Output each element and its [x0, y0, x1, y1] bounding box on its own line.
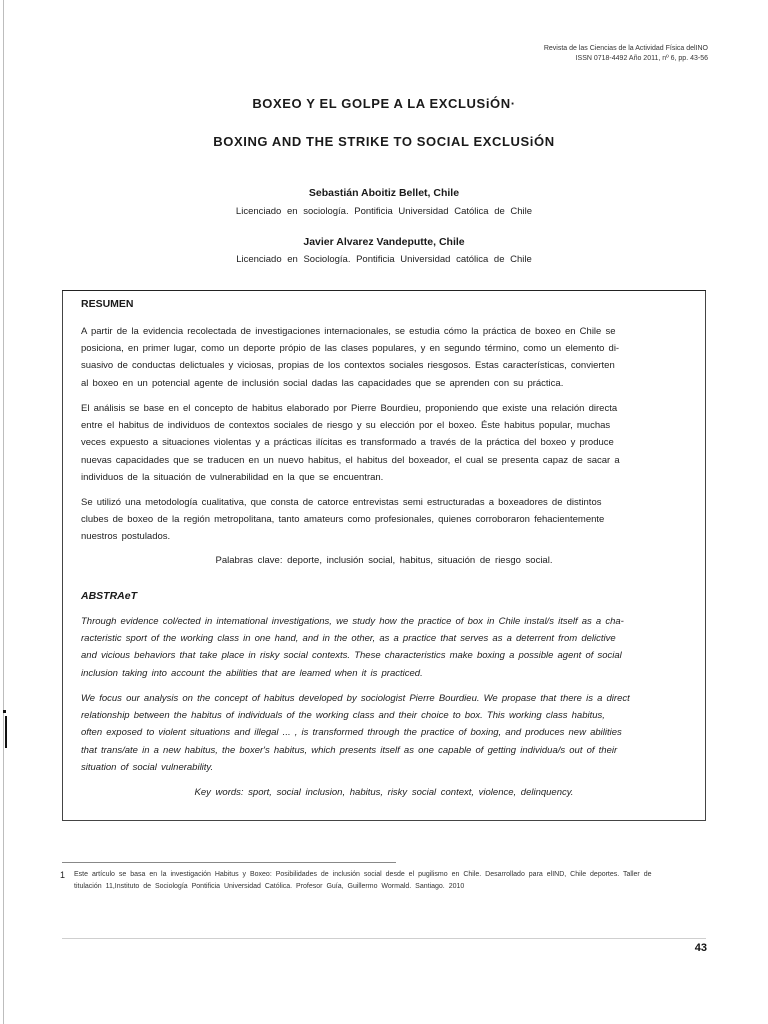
text-line: Se utilizó una metodología cualitativa, que consta de catorce entrevistas semi estructuradas a boxeadores de distintos: [81, 497, 602, 508]
text-line: suasivo de conductas delictuales y viciosas, propias de los contextos sociales riesgosos. Estas características, convierten: [81, 360, 615, 372]
running-header: [544, 44, 708, 64]
author-affiliation: Licenciado en sociología. Pontificia Universidad Católica de Chile: [235, 206, 533, 217]
text-line: Through evidence col/ected in intemational investigations, we study how the practice of box in Chile instal/s itself as a cha-: [81, 616, 624, 627]
text-line: inclusion taking into account the abilities that are leamed when it is practiced.: [81, 667, 423, 679]
text-line: nuestros postulados.: [81, 531, 171, 543]
bottom-rule: [62, 938, 706, 939]
abstract-box-border: [62, 290, 706, 291]
footnote-rule: [62, 862, 396, 863]
footnote-line: titulación 11,Instituto de Sociología Pontificia Universidad Católica. Profesor Guía, Guillermo Wormald. Santiago. 2010: [74, 883, 465, 890]
text-line: nuevas capacidades que se traducen en un nuevo habitus, el habitus del boxeador, el cual se presenta capaz de sacar a: [81, 454, 620, 466]
scan-edge-line: [3, 0, 4, 1024]
resumen-paragraph: [81, 400, 691, 486]
text-line: racteristic sport of the working class in one hand, and in the other, as a practice that serves as a deterrent from delictive: [81, 633, 616, 645]
issn-line: ISSN 0718-4492 Año 2011, nº 6, pp. 43-56: [575, 55, 708, 62]
resumen-keywords: Palabras clave: deporte, inclusión social, habitus, situación de riesgo social.: [215, 555, 553, 566]
footnote-number: 1: [60, 870, 66, 880]
text-line: El análisis se base en el concepto de habitus elaborado por Pierre Bourdieu, proponiendo que existe una relación directa: [81, 403, 618, 414]
author-affiliation: Licenciado en Sociología. Pontificia Universidad católica de Chile: [236, 254, 532, 265]
text-line: that trans/ate in a new habitus, the boxer's habitus, which presents itself as one capable of getting individua/s out of their: [81, 744, 618, 756]
resumen-paragraph: [81, 494, 691, 546]
text-line: situation of social vulnerability.: [81, 761, 214, 773]
text-line: and vicious behaviors that take place in risky social contexts. These characteristics make boxing a possible agent of social: [81, 650, 622, 662]
author-name: Sebastián Aboitiz Bellet, Chile: [308, 187, 460, 199]
text-line: posiciona, en primer lugar, como un deporte própio de las clases populares, y en segundo término, como un elemento di-: [81, 343, 620, 355]
text-line: veces expuesto a situaciones violentas y a prácticas ilícitas es transformado a través de la práctica del boxeo y produce: [81, 437, 614, 449]
text-line: individuos de la situación de vulnerabilidad en la que se encuentran.: [81, 471, 384, 483]
scan-edge-mark: [3, 710, 6, 713]
text-line: al boxeo en un potencial agente de inclusión social dadas las capacidades que se aprenden con su práctica.: [81, 377, 564, 389]
text-line: A partir de la evidencia recolectada de investigaciones internacionales, se estudia cómo la práctica de boxeo en Chile se: [81, 326, 616, 337]
page-number: 43: [694, 942, 707, 954]
resumen-heading: RESUMEN: [81, 298, 134, 310]
text-line: clubes de boxeo de la región metropolitana, tanto amateurs como profesionales, quienes corroboraron fehacientemente: [81, 514, 605, 526]
author-name: Javier Alvarez Vandeputte, Chile: [303, 236, 465, 248]
abstract-paragraph: [81, 690, 691, 776]
footnote-text: [74, 869, 714, 893]
text-line: We focus our analysis on the concept of habitus developed by sociologist Pierre Bourdieu. We propase that there is a direct: [81, 693, 630, 704]
abstract-paragraph: [81, 613, 691, 682]
journal-name: Revista de las Ciencias de la Actividad Física delINO: [543, 45, 708, 52]
title-spanish: BOXEO Y EL GOLPE A LA EXCLUSiÓN·: [252, 96, 516, 111]
resumen-paragraph: [81, 323, 691, 392]
scan-edge-mark: [5, 716, 7, 748]
text-line: entre el habitus de individuos de contextos sociales de riesgo y su elección por el boxeo. Éste habitus popular, muchas: [81, 420, 611, 432]
abstract-keywords: Key words: sport, social inclusion, habitus, risky social context, violence, delinquency.: [194, 787, 574, 798]
text-line: relationship between the habitus of individuals of the working class and their choice to box. This working class habitus,: [81, 710, 605, 722]
footnote-line: Este artículo se basa en la investigación Habitus y Boxeo: Posibilidades de inclusión social desde el pugilismo en Chile. Desarrollado para elIND, Chile deportes. Taller de: [74, 871, 652, 878]
abstract-heading: ABSTRAeT: [81, 590, 138, 602]
title-english: BOXING AND THE STRIKE TO SOCIAL EXCLUSiÓN: [213, 134, 555, 149]
text-line: often exposed to violent situations and illegal ... , is transformed through the practice of boxing, and produces new abilities: [81, 727, 622, 739]
